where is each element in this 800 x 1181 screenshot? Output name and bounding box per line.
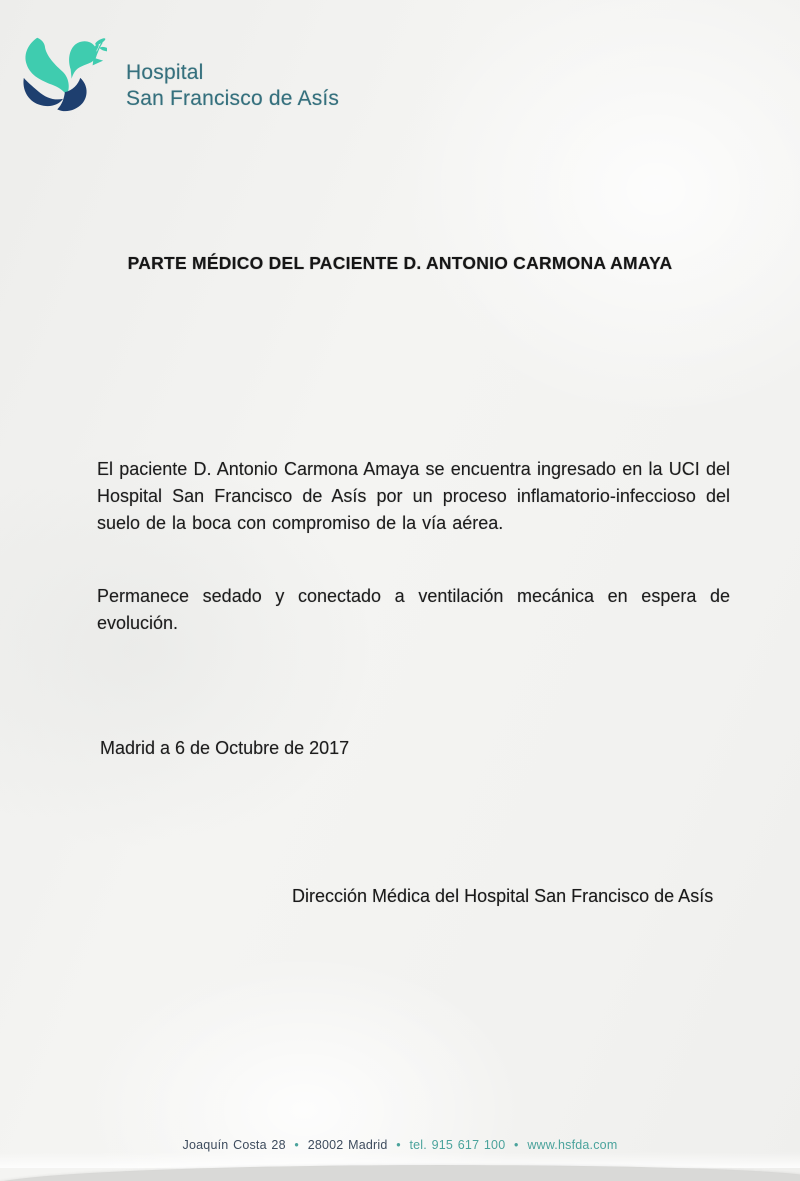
signature-line: Dirección Médica del Hospital San Francisco de Asís (292, 886, 714, 906)
paragraph-condition: Permanece sedado y conectado a ventilación mecánica en espera de evolución. (97, 586, 730, 633)
footer-postal-city: 28002 Madrid (307, 1138, 388, 1152)
hospital-name-line1: Hospital (126, 61, 204, 84)
footer-separator: • (294, 1138, 299, 1152)
paragraph-admission: El paciente D. Antonio Carmona Amaya se encuentra ingresado en la UCI del Hospital San Francisco de Asís por un proceso inflamatorio-infeccioso del suelo de la boca con compromiso de la vía aérea. (97, 459, 730, 533)
hospital-name-line2: San Francisco de Asís (126, 87, 340, 110)
footer-contact-line (0, 1138, 800, 1152)
hospital-name (126, 60, 339, 112)
paper-bottom-shadow (0, 1165, 800, 1181)
footer-address: Joaquín Costa 28 (182, 1138, 286, 1152)
footer-separator: • (514, 1138, 519, 1152)
logo-head-shape (69, 41, 97, 79)
hospital-brand-header (0, 0, 800, 140)
date-line: Madrid a 6 de Octubre de 2017 (100, 738, 350, 758)
footer-website: www.hsfda.com (527, 1138, 618, 1152)
footer-phone: tel. 915 617 100 (409, 1138, 506, 1152)
logo-leaf (99, 46, 107, 52)
footer-separator: • (396, 1138, 401, 1152)
document-title: PARTE MÉDICO DEL PACIENTE D. ANTONIO CARMONA AMAYA (127, 253, 673, 273)
hospital-logo-icon (19, 31, 107, 117)
paper-edge-highlight (0, 1152, 800, 1168)
